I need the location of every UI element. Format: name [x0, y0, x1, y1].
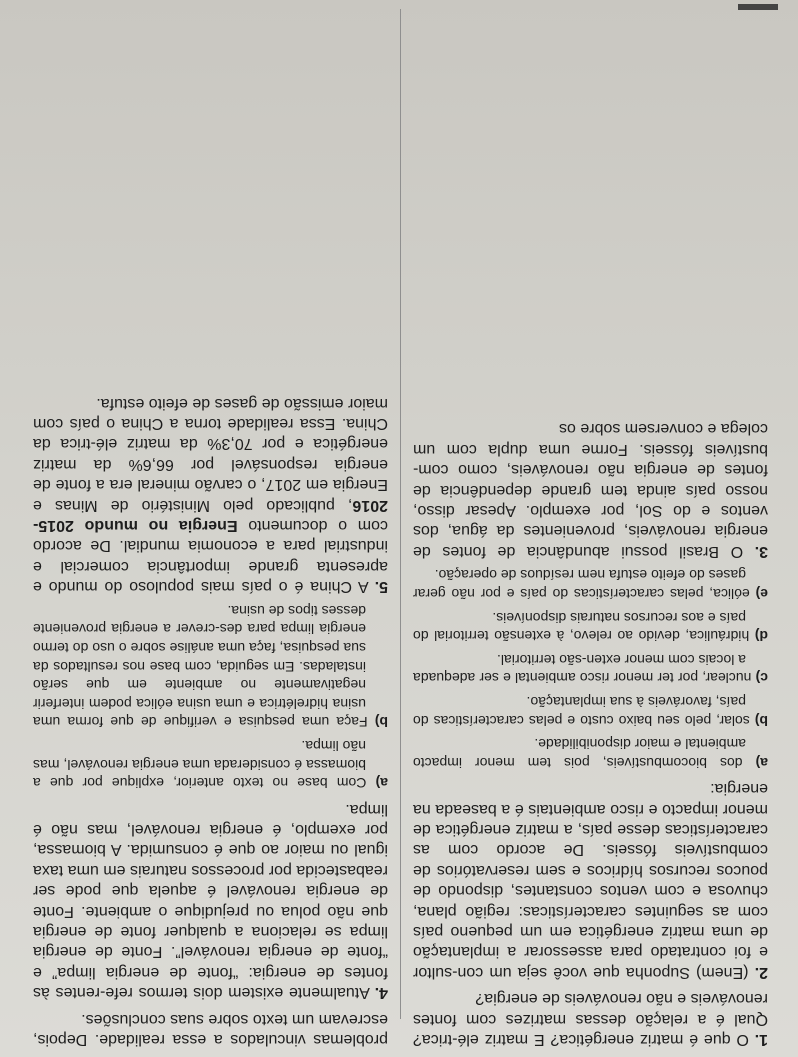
- option-c: [413, 650, 768, 687]
- item-b: [33, 601, 388, 731]
- option-d: [413, 608, 768, 645]
- question-3: [413, 418, 768, 561]
- question-3-continued: [33, 1008, 388, 1049]
- question-text: (Enem) Suponha que você seja um con-sultor e foi contratado para assessorar a implantação de uma matriz energética em um pequeno país com as seguintes características: região plana, chuvosa e com ventos constantes, dispondo de poucos recursos hídricos e sem reservatórios de combustíveis fósseis. De acordo com as características desse país, a matriz energética de menor impacto e risco ambientais é a baseada na energia:: [413, 780, 768, 981]
- option-b: [413, 692, 768, 729]
- item-text: Faça uma pesquisa e verifique de que forma uma usina hidrelétrica e uma usina eólica podem interferir negativamente no ambiente em que serão instaladas. Em seguida, com base nos resultados da sua pesquisa, faça uma análise sobre o uso do termo energia limpa para des-crever a energia proveniente desses tipos de usina.: [32, 602, 368, 731]
- question-text: O que é matriz energética? E matriz elé-trica? Qual é a relação dessas matrizes com fontes renováveis e não renováveis de energia?: [412, 990, 768, 1048]
- option-text: solar, pelo seu baixo custo e pelas características do país, favoráveis à sua implantação.: [413, 693, 750, 729]
- column-divider: [400, 9, 401, 1019]
- question-2: [413, 778, 768, 982]
- option-letter: b): [754, 712, 768, 729]
- question-5: [33, 392, 388, 596]
- left-column: [413, 412, 768, 1049]
- question-text: O Brasil possui abundância de fontes de energia renováveis, provenientes da água, dos ventos e do Sol, por exemplo. Apesar disso, nosso país ainda tem grande dependência de fontes de energia não renováveis, como com-bustíveis fósseis. Forme uma dupla com um colega e conversem sobre os: [413, 420, 768, 560]
- source-title: Energia no mundo 2015-2016: [33, 496, 388, 534]
- two-column-layout: [28, 9, 768, 1049]
- page-edge-mark: [738, 4, 778, 10]
- question-number: 3.: [754, 542, 768, 560]
- option-e: [413, 566, 768, 603]
- question-text: Atualmente existem dois termos refe-rentes às fontes de energia: “fonte de energia limpa” e “fonte de energia renovável”. Fonte de energia limpa se relaciona a qualquer fonte de energia que não polua ou prejudique o ambiente. Fonte de energia renovável é aquela que pode ser reabastecida por processos naturais em uma taxa igual ou maior ao que é consumida. A biomassa, por exemplo, é energia renovável, mas não é limpa.: [33, 800, 388, 1002]
- option-text: dos biocombustíveis, pois tem menor impacto ambiental e maior disponibilidade.: [413, 736, 746, 771]
- right-column: [33, 386, 388, 1049]
- option-text: eólica, pelas características do país e por não gerar gases do efeito estufa nem resíduos de operação.: [413, 567, 750, 602]
- question-text: problemas vinculados a essa realidade. Depois, escrevam um texto sobre suas conclusões.: [33, 1010, 388, 1048]
- option-letter: c): [755, 670, 768, 687]
- question-number: 1.: [754, 1031, 768, 1048]
- question-text: A China é o país mais populoso do mundo e apresenta grande importância comercial e industrial para a economia mundial. De acordo com o documento: [32, 516, 388, 596]
- question-number: 5.: [374, 578, 388, 596]
- question-1: [413, 988, 768, 1049]
- question-text-continued: , publicado pelo Ministério de Minas e Energia em 2017, o carvão mineral era a fonte de energia responsável por 66,6% da matriz energética e por 70,3% da matriz elé-trica da China. Essa realidade torna a China o país com maior emissão de gases de efeito estufa.: [33, 394, 388, 514]
- option-a: [413, 735, 768, 772]
- item-letter: b): [374, 714, 388, 731]
- option-text: nuclear, por ter menor risco ambiental e ser adequada a locais com menor exten-são territorial.: [413, 651, 752, 687]
- item-letter: a): [375, 775, 388, 792]
- option-letter: e): [755, 585, 768, 602]
- question-number: 2.: [754, 963, 768, 981]
- item-text: Com base no texto anterior, explique por que a biomassa é considerada uma energia renovável, mas não limpa.: [32, 737, 367, 792]
- option-letter: d): [754, 628, 768, 645]
- item-a: [33, 736, 388, 792]
- option-letter: a): [755, 754, 768, 771]
- question-number: 4.: [374, 984, 388, 1002]
- option-text: hidráulica, devido ao relevo, à extensão territorial do país e aos recursos naturais disponíveis.: [413, 609, 750, 645]
- question-4: [33, 798, 388, 1002]
